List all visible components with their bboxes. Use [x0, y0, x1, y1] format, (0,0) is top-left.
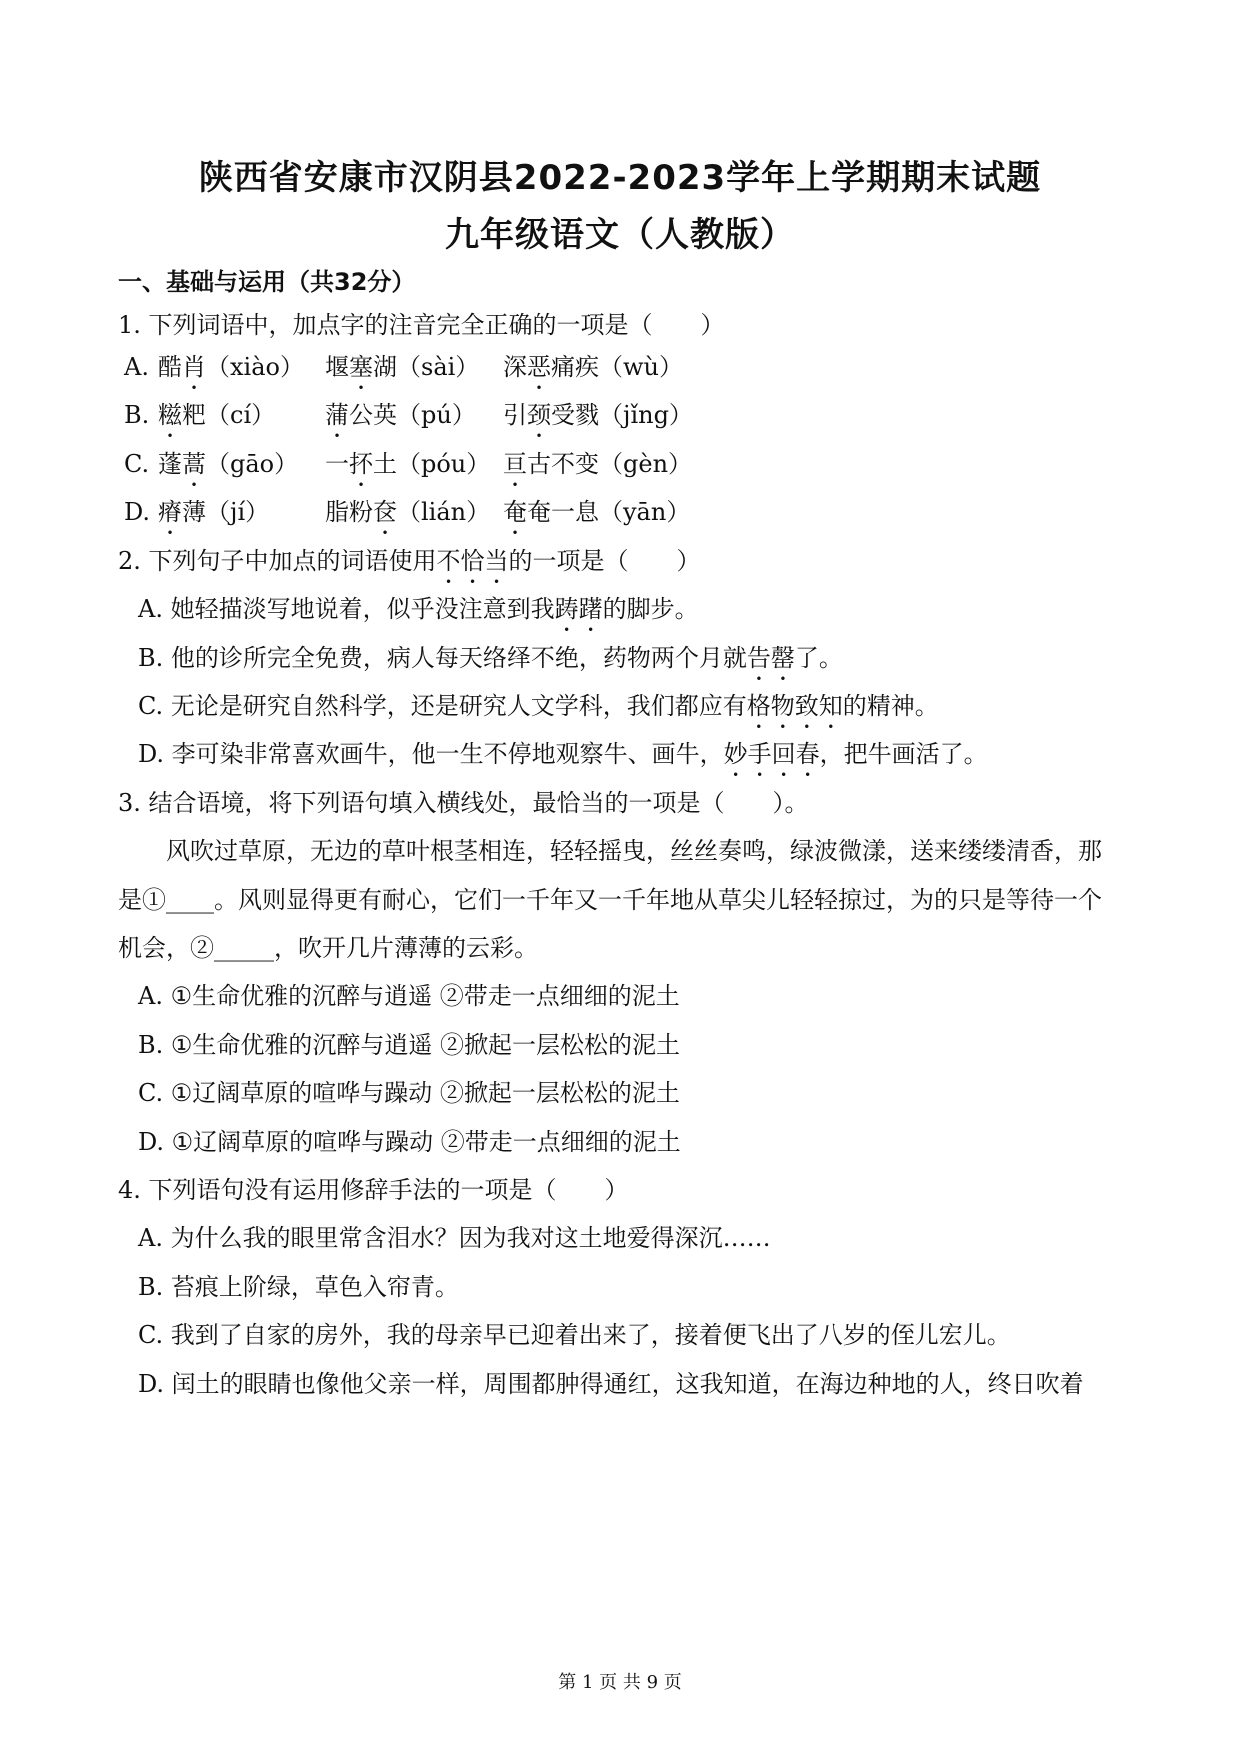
q3-option-b: B. ①生命优雅的沉醉与逍遥 ②掀起一层松松的泥土: [138, 1031, 681, 1059]
option-label: B.: [124, 401, 150, 429]
q3-option-c: C. ①辽阔草原的喧哗与躁动 ②掀起一层松松的泥土: [138, 1079, 680, 1107]
q1-b-word-1: 糍粑（cí）: [158, 401, 276, 429]
section-heading: 一、基础与运用（共32分）: [118, 268, 416, 296]
exam-subtitle: 九年级语文（人教版）: [445, 215, 795, 255]
question-2-stem: 2. 下列句子中加点的词语使用不恰当的一项是（ ）: [118, 547, 701, 575]
q3-option-d: D. ①辽阔草原的喧哗与躁动 ②带走一点细细的泥土: [138, 1128, 681, 1156]
q1-a-word-3: 深恶痛疾（wù）: [503, 353, 683, 381]
question-4-stem: 4. 下列语句没有运用修辞手法的一项是（ ）: [118, 1176, 629, 1204]
q1-d-word-1: 瘠薄（jí）: [158, 498, 270, 526]
q1-b-word-2: 蒲公英（pú）: [325, 401, 476, 429]
exam-title: 陕西省安康市汉阴县2022-2023学年上学期期末试题: [198, 158, 1042, 198]
q1-b-word-3: 引颈受戮（jǐng）: [503, 401, 693, 429]
q1-c-word-1: 蓬蒿（gāo）: [158, 450, 299, 478]
q1-d-word-2: 脂粉奁（lián）: [325, 498, 491, 526]
q2-option-d: D. 李可染非常喜欢画牛，他一生不停地观察牛、画牛，妙手回春，把牛画活了。: [138, 740, 988, 768]
option-label: C.: [124, 450, 150, 478]
question-1-stem: 1. 下列词语中，加点字的注音完全正确的一项是（ ）: [118, 311, 725, 339]
q1-c-word-3: 亘古不变（gèn）: [503, 450, 693, 478]
q1-a-word-2: 堰塞湖（sài）: [325, 353, 480, 381]
q3-passage-line-1: 风吹过草原，无边的草叶根茎相连，轻轻摇曳，丝丝奏鸣，绿波微漾，送来缕缕清香，那: [118, 837, 1102, 865]
page-number: 第 1 页 共 9 页: [558, 1672, 682, 1693]
q3-passage-line-3: 机会，②_____，吹开几片薄薄的云彩。: [118, 934, 538, 962]
q1-c-word-2: 一抔土（póu）: [325, 450, 491, 478]
q4-option-d: D. 闰土的眼睛也像他父亲一样，周围都肿得通红，这我知道，在海边种地的人，终日吹着: [138, 1370, 1084, 1398]
question-3-stem: 3. 结合语境，将下列语句填入横线处，最恰当的一项是（ ）。: [118, 789, 809, 817]
q2-option-b: B. 他的诊所完全免费，病人每天络绎不绝，药物两个月就告罄了。: [138, 644, 843, 672]
q2-option-c: C. 无论是研究自然科学，还是研究人文学科，我们都应有格物致知的精神。: [138, 692, 939, 720]
q1-a-word-1: 酷肖（xiào）: [158, 353, 304, 381]
option-label: A.: [124, 353, 149, 381]
q2-option-a: A. 她轻描淡写地说着，似乎没注意到我踌躇的脚步。: [138, 595, 699, 623]
q4-option-a: A. 为什么我的眼里常含泪水？因为我对这土地爱得深沉……: [138, 1224, 771, 1252]
q1-d-word-3: 奄奄一息（yān）: [503, 498, 691, 526]
q3-passage-line-2: 是①____。风则显得更有耐心，它们一千年又一千年地从草尖儿轻轻掠过，为的只是等待一个: [118, 886, 1102, 914]
q4-option-c: C. 我到了自家的房外，我的母亲早已迎着出来了，接着便飞出了八岁的侄儿宏儿。: [138, 1321, 1011, 1349]
option-label: D.: [124, 498, 151, 526]
q4-option-b: B. 苔痕上阶绿，草色入帘青。: [138, 1273, 459, 1301]
q3-option-a: A. ①生命优雅的沉醉与逍遥 ②带走一点细细的泥土: [138, 982, 680, 1010]
